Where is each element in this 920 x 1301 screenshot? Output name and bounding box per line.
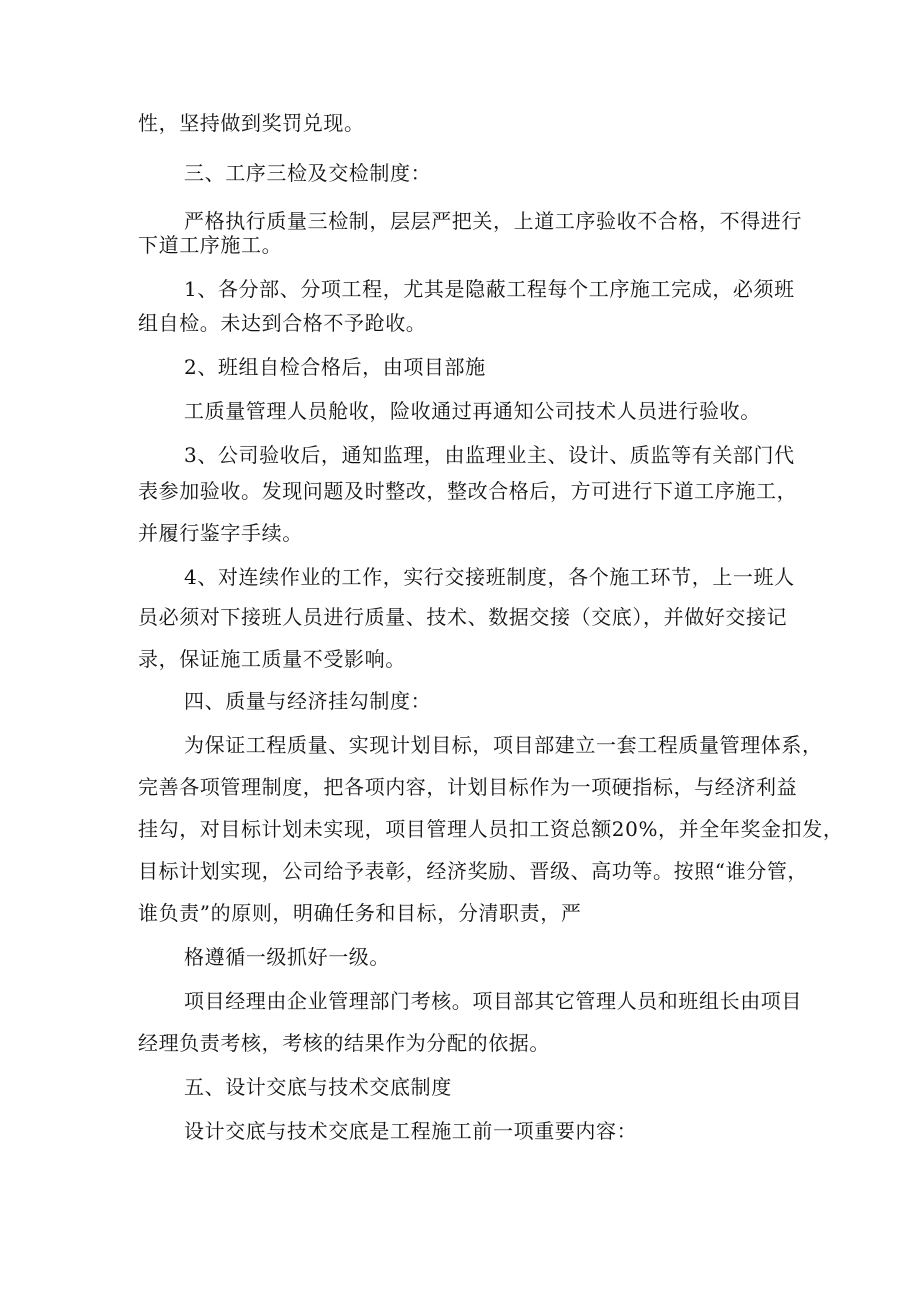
list-item-4-line: 4、对连续作业的工作，实行交接班制度，各个施工环节，上一班人 (184, 565, 795, 589)
list-item-1-line: 组自检。未达到合格不予跄收。 (138, 311, 427, 335)
section-heading-3: 三、工序三检及交检制度： (184, 161, 432, 185)
paragraph-line: 为保证工程质量、实现计划目标，项目部建立一套工程质量管理体系， (184, 733, 823, 757)
paragraph-line: 谁负责”的原则，明确任务和目标，分清职责，严 (138, 901, 582, 925)
list-item-3-line: 表参加验收。发现问题及时整改，整改合格后，方可进行下道工序施工， (138, 479, 798, 503)
list-item-3-line: 3、公司验收后，通知监理，由监理业主、设计、质监等有关部门代 (184, 443, 795, 467)
section-heading-4: 四、质量与经济挂勾制度： (184, 689, 432, 713)
paragraph-line: 经理负责考核，考核的结果作为分配的依据。 (138, 1031, 550, 1055)
list-item-4-line: 录，保证施工质量不受影响。 (138, 647, 406, 671)
paragraph-line: 设计交底与技术交底是工程施工前一项重要内容： (184, 1119, 638, 1143)
list-item-4-line: 员必须对下接班人员进行质量、技术、数据交接（交底），并做好交接记 (138, 605, 788, 629)
list-item-2-line: 工质量管理人员舱收，险收通过再通知公司技术人员进行验收。 (184, 399, 761, 423)
paragraph-line: 下道工序施工。 (138, 233, 283, 257)
list-item-2-line: 2、班组自检合格后，由项目部施 (184, 355, 486, 379)
paragraph-line: 目标计划实现，公司给予表彰，经济奖励、晋级、高功等。按照“谁分管， (138, 859, 809, 883)
section-heading-5: 五、设计交底与技术交底制度 (184, 1075, 452, 1099)
list-item-1-line: 1、各分部、分项工程，尤其是隐蔽工程每个工序施工完成，必须班 (184, 277, 795, 301)
paragraph-line: 严格执行质量三检制，层层严把关，上道工序验收不合格，不得进行 (184, 209, 802, 233)
paragraph-line: 格遵循一级抓好一级。 (184, 945, 390, 969)
paragraph-line: 完善各项管理制度，把各项内容，计划目标作为一项硬指标，与经济利益 (138, 775, 798, 799)
paragraph-line: 挂勾，对目标计划未实现，项目管理人员扣工资总额20%，并全年奖金扣发， (138, 817, 844, 841)
body-text-line: 性，坚持做到奖罚兑现。 (138, 111, 365, 135)
paragraph-line: 项目经理由企业管理部门考核。项目部其它管理人员和班组长由项目 (184, 989, 802, 1013)
list-item-3-line: 并履行鉴字手续。 (138, 521, 303, 545)
